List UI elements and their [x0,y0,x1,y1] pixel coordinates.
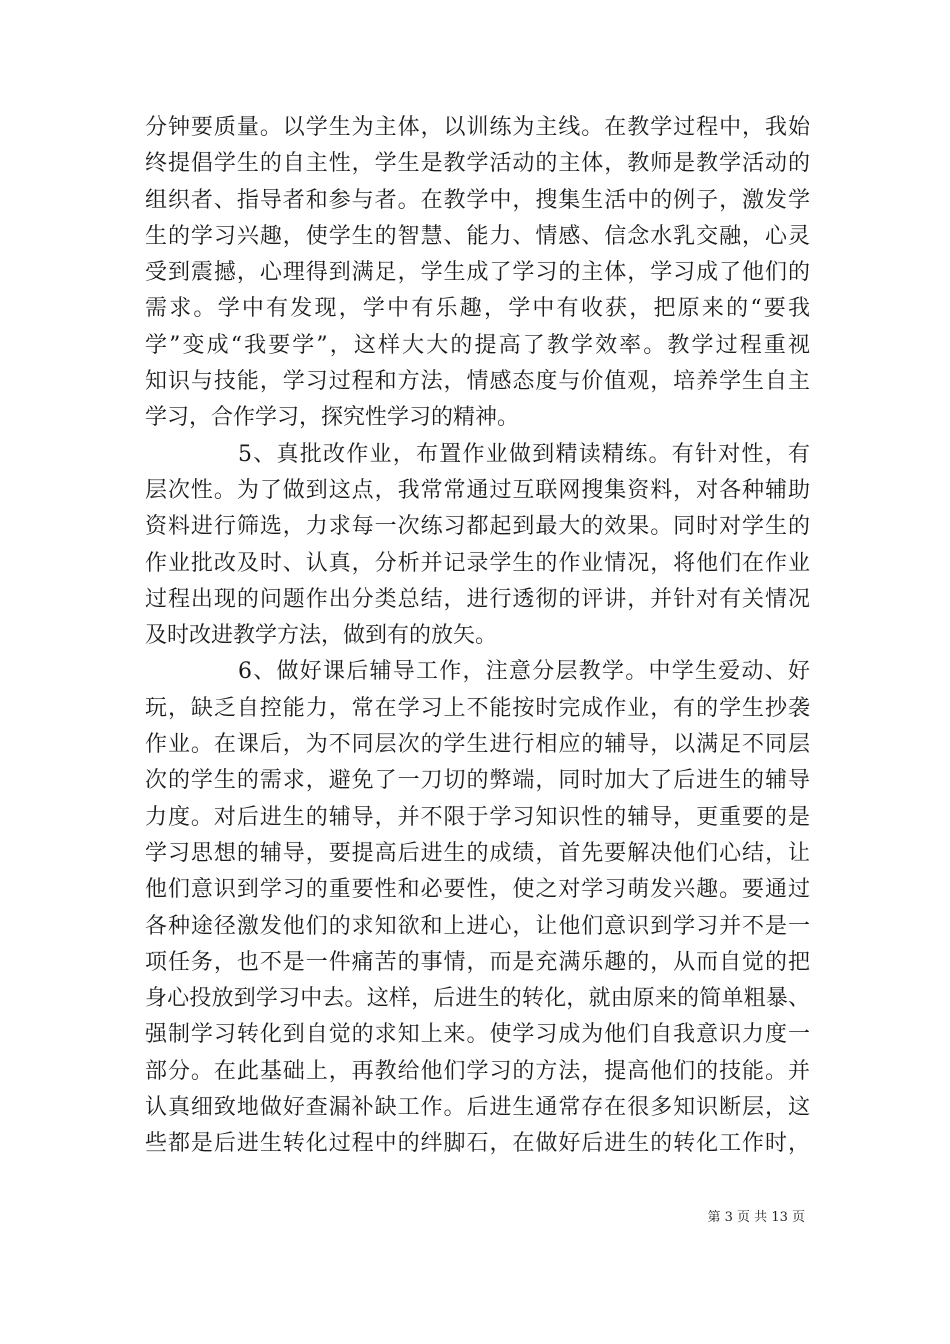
text-line: 学”变成“我要学”，这样大大的提高了教学效率。教学过程重视 [145,332,810,358]
text-line: 次的学生的需求，避免了一刀切的弊端，同时加大了后进生的辅导 [145,768,810,794]
text-line: 各种途径激发他们的求知欲和上进心，让他们意识到学习并不是一 [145,913,810,939]
text-line: 学习思想的辅导，要提高后进生的成绩，首先要解决他们心结，让 [145,840,810,866]
page-number-footer: 第 3 页 共 13 页 [707,1210,805,1225]
text-line: 需求。学中有发现，学中有乐趣，学中有收获，把原来的“要我 [145,296,810,322]
text-line: 学习，合作学习，探究性学习的精神。 [145,405,520,431]
text-line: 项任务，也不是一件痛苦的事情，而是充满乐趣的，从而自觉的把 [145,949,810,975]
text-line: 过程出现的问题作出分类总结，进行透彻的评讲，并针对有关情况 [145,586,810,612]
text-line: 6、做好课后辅导工作，注意分层教学。中学生爱动、好 [145,659,810,685]
text-line: 身心投放到学习中去。这样，后进生的转化，就由原来的简单粗暴、 [145,986,810,1012]
text-line: 5、真批改作业，布置作业做到精读精练。有针对性，有 [145,441,810,467]
text-line: 作业批改及时、认真，分析并记录学生的作业情况，将他们在作业 [145,550,810,576]
text-line: 强制学习转化到自觉的求知上来。使学习成为他们自我意识力度一 [145,1022,810,1048]
text-line: 分钟要质量。以学生为主体，以训练为主线。在教学过程中，我始 [145,115,810,140]
text-line: 认真细致地做好查漏补缺工作。后进生通常存在很多知识断层，这 [145,1095,810,1121]
text-line: 终提倡学生的自主性，学生是教学活动的主体，教师是教学活动的 [145,151,810,177]
text-line: 知识与技能，学习过程和方法，情感态度与价值观，培养学生自主 [145,369,810,395]
text-line: 力度。对后进生的辅导，并不限于学习知识性的辅导，更重要的是 [145,804,810,830]
text-line: 部分。在此基础上，再教给他们学习的方法，提高他们的技能。并 [145,1058,810,1084]
text-line: 资料进行筛选，力求每一次练习都起到最大的效果。同时对学生的 [145,514,810,540]
text-line: 作业。在课后，为不同层次的学生进行相应的辅导，以满足不同层 [145,732,810,758]
text-line: 生的学习兴趣，使学生的智慧、能力、情感、信念水乳交融，心灵 [145,223,810,249]
text-line: 他们意识到学习的重要性和必要性，使之对学习萌发兴趣。要通过 [145,877,810,903]
text-line: 及时改进教学方法，做到有的放矢。 [145,623,498,649]
text-line: 受到震撼，心理得到满足，学生成了学习的主体，学习成了他们的 [145,260,810,286]
text-line: 些都是后进生转化过程中的绊脚石，在做好后进生的转化工作时， [145,1131,810,1157]
text-line: 玩，缺乏自控能力，常在学习上不能按时完成作业，有的学生抄袭 [145,695,810,721]
body-text [145,110,810,1163]
text-line: 组织者、指导者和参与者。在教学中，搜集生活中的例子，激发学 [145,187,810,213]
text-line: 层次性。为了做到这点，我常常通过互联网搜集资料，对各种辅助 [145,477,810,503]
